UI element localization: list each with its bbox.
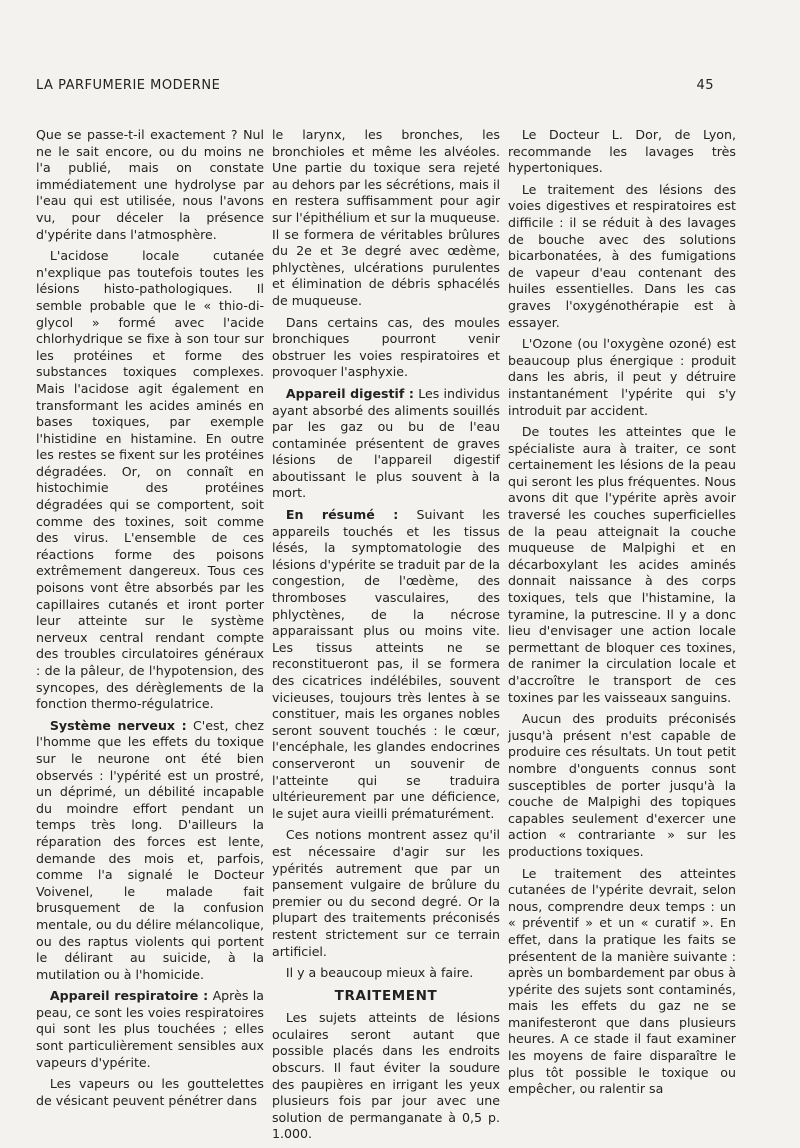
- paragraph: De toutes les atteintes que le spécialiste aura à traiter, ce sont certainement les lésions de la peau qui seront les plus fréquentes. Nous avons dit que l'ypérite après avoir traversé les couches superficielles de la peau atteignait la couche muqueuse de Malpighi et en décarboxylant les acides aminés donnait naissance à des corps toxiques, tels que l'histamine, la tyramine, la putrescine. Il y a donc lieu d'envisager une action locale permettant de bloquer ces toxines, de ranimer la circulation locale et d'accroître le transport de ces toxines par les vaisseaux sanguins.: [508, 424, 736, 705]
- page-number: 45: [696, 78, 714, 93]
- paragraph-body: Suivant les appareils touchés et les tissus lésés, la symptomatologie des lésions d'ypérite se traduit par de la congestion, de l'œdème, des thromboses vasculaires, des phlyctènes, de la nécrose apparaissant plus ou moins vite. Les tissus atteints ne se reconstitueront pas, il se formera des cicatrices indélébiles, souvent vicieuses, toujours très lentes à se constituer, mais les organes nobles seront souvent touchés : le cœur, l'encéphale, les glandes endocrines conserveront un souvenir de l'atteinte qui se traduira ultérieurement par une déficience, le sujet aura vieilli prématurément.: [272, 507, 500, 821]
- paragraph: Aucun des produits préconisés jusqu'à présent n'est capable de produire ces résultats. Un tout petit nombre d'onguents connus sont susceptibles de porter jusqu'à la couche de Malpighi des topiques capables seulement d'exercer une action « contrariante » sur les productions toxiques.: [508, 711, 736, 859]
- paragraph: [272, 507, 500, 822]
- column-right: [508, 127, 736, 1103]
- section-heading-en-resume: En résumé :: [285, 507, 399, 523]
- paragraph-body: Les individus ayant absorbé des aliments souillés par les gaz ou bu de l'eau contaminée présentent de graves lésions de l'appareil digestif aboutissant le plus souvent à la mort.: [272, 385, 500, 501]
- paragraph: L'Ozone (ou l'oxygène ozoné) est beaucoup plus énergique : produit dans les abris, il peut y détruire instantanément l'ypérite qui s'y introduit par accident.: [508, 336, 736, 418]
- paragraph: Le traitement des atteintes cutanées de l'ypérite devrait, selon nous, comprendre deux temps : un « préventif » et un « curatif ». En effet, dans la pratique les faits se présentent de la manière suivante : après un bombardement par obus à ypérite des sujets sont contaminés, mais les effets du gaz ne se manifesteront que dans plusieurs heures. A ce stade il faut examiner les moyens de faire disparaître le plus tôt possible le toxique ou empêcher, ou ralentir sa: [508, 865, 736, 1097]
- paragraph: Le traitement des lésions des voies digestives et respiratoires est difficile : il se réduit à des lavages de bouche avec des solutions bicarbonatées, à des fumigations de vapeur d'eau contenant des huiles essentielles. Dans les cas graves l'oxygénothérapie est à essayer.: [508, 181, 736, 330]
- paragraph: Le Docteur L. Dor, de Lyon, recommande les lavages très hypertoniques.: [508, 127, 736, 176]
- paragraph: Ces notions montrent assez qu'il est nécessaire d'agir sur les ypérités autrement que par un pansement vulgaire de brûlure du premier ou du second degré. Or la plupart des traitements préconisés restent strictement sur ce terrain artificiel.: [272, 827, 500, 959]
- journal-title: LA PARFUMERIE MODERNE: [36, 78, 221, 93]
- section-heading-appareil-respiratoire: Appareil respiratoire :: [49, 988, 209, 1004]
- column-middle: [272, 127, 500, 1148]
- paragraph: [36, 718, 264, 984]
- paragraph-body: Après la peau, ce sont les voies respiratoires qui sont les plus touchées ; elles sont particulièrement sensibles aux vapeurs d'ypérite.: [36, 988, 264, 1070]
- column-left: [36, 127, 264, 1114]
- paragraph: Il y a beaucoup mieux à faire.: [285, 965, 474, 981]
- paragraph: le larynx, les bronches, les bronchioles et même les alvéoles. Une partie du toxique sera rejeté au dehors par les sécrétions, mais il en restera suffisamment pour agir sur l'épithélium et sur la muqueuse. Il se formera de véritables brûlures du 2e et 3e degré avec œdème, phlyctènes, ulcérations purulentes et élimination de débris sphacélés de muqueuse.: [272, 127, 500, 308]
- section-heading-systeme-nerveux: Système nerveux :: [49, 717, 187, 733]
- paragraph: Les sujets atteints de lésions oculaires seront autant que possible placés dans les endroits obscurs. Il faut éviter la soudure des paupières en irrigant les yeux plusieurs fois par jour avec une solution de permanganate à 0,5 p. 1.000.: [272, 1010, 500, 1142]
- section-heading-appareil-digestif: Appareil digestif :: [285, 385, 414, 401]
- section-title-traitement: TRAITEMENT: [334, 987, 438, 1004]
- paragraph: Dans certains cas, des moules bronchiques pourront venir obstruer les voies respiratoires et provoquer l'asphyxie.: [272, 314, 500, 380]
- paragraph: Que se passe-t-il exactement ? Nul ne le sait encore, ou du moins ne l'a publié, mais on constate immédiatement une hydrolyse par l'eau qui est utilisée, nous l'avons vu, pour déceler la présence d'ypérite dans l'atmosphère.: [36, 127, 264, 242]
- paragraph: Les vapeurs ou les gouttelettes de vésicant peuvent pénétrer dans: [36, 1076, 264, 1108]
- page-header: [36, 78, 714, 93]
- paragraph: L'acidose locale cutanée n'explique pas toutefois toutes les lésions histo-pathologiques. Il semble probable que le « thio-di-glycol » formé avec l'acide chlorhydrique se fixe à son tour sur les protéines et forme des substances toxiques complexes. Mais l'acidose agit également en transformant les acides aminés en bases toxiques, par exemple l'histidine en histamine. En outre les restes se fixent sur les protéines dégradées. Or, on connaît en histochimie des protéines dégradées qui se comportent, soit comme des toxines, soit comme des virus. L'ensemble de ces réactions forme des poisons extrêmement dangereux. Tous ces poisons vont être absorbés par les capillaires cutanés et iront porter leur atteinte sur le système nerveux central rendant compte des troubles circulatoires généraux : de la pâleur, de l'hypotension, des syncopes, des dérèglements de la fonction thermo-régulatrice.: [36, 248, 264, 712]
- paragraph: [272, 386, 500, 502]
- paragraph: [36, 988, 264, 1071]
- paragraph-body: C'est, chez l'homme que les effets du toxique sur le neurone ont été bien observés : l'ypérité est un prostré, un déprimé, un débilité incapable du moindre effort pendant un temps très long. D'ailleurs la réparation des forces est lente, demande des mois et, parfois, comme l'a signalé le Docteur Voivenel, le malade fait brusquement de la confusion mentale, ou du délire mélancolique, ou des raptus violents qui portent le délirant au suicide, à la mutilation ou à l'homicide.: [36, 717, 264, 982]
